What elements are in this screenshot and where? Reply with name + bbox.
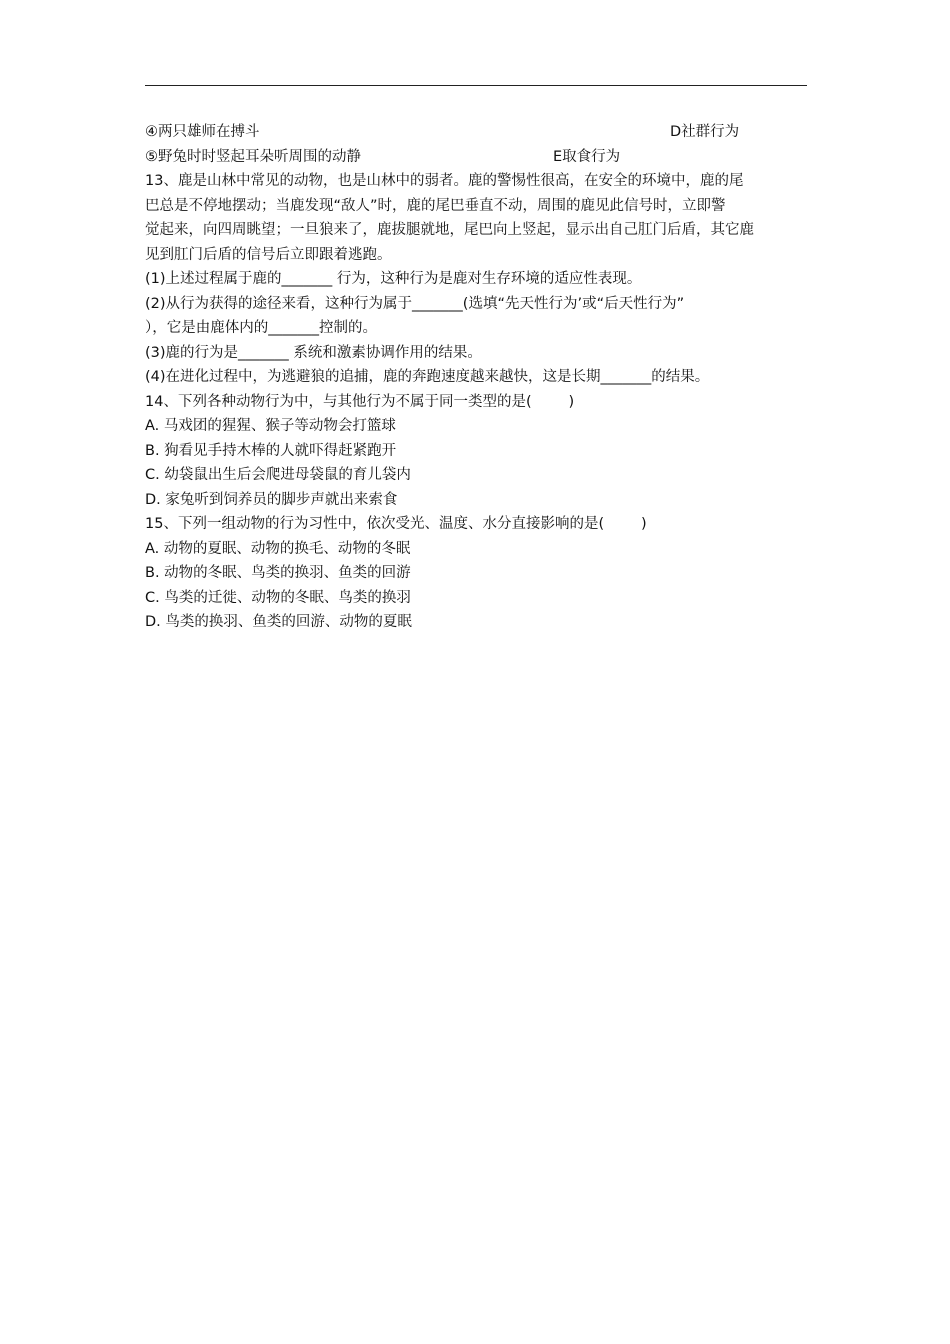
matching-left: ⑤野兔时时竖起耳朵听周围的动静	[145, 148, 361, 165]
question-15-option: A. 动物的夏眠、动物的换毛、动物的冬眠	[145, 540, 411, 557]
document-body	[145, 120, 807, 635]
question-13-sub-item: (1)上述过程属于鹿的_______ 行为，这种行为是鹿对生存环境的适应性表现。	[145, 271, 642, 287]
question-13-intro-line: 觉起来，向四周眺望；一旦狼来了，鹿拔腿就地，尾巴向上竖起，显示出自己肛门后盾，其它鹿	[145, 222, 754, 238]
question-15-option: C. 鸟类的迁徙、动物的冬眠、鸟类的换羽	[145, 589, 411, 606]
question-15	[145, 512, 807, 635]
matching-row	[145, 145, 807, 170]
question-13-sub-item: (3)鹿的行为是_______ 系统和激素协调作用的结果。	[145, 344, 482, 361]
question-14-option: C. 幼袋鼠出生后会爬进母袋鼠的育儿袋内	[145, 467, 411, 483]
question-13-sub-item: (4)在进化过程中，为逃避狼的追捕，鹿的奔跑速度越来越快，这是长期_______的结果。	[145, 369, 710, 385]
header-rule	[145, 85, 807, 86]
question-13-intro-line: 见到肛门后盾的信号后立即跟着逃跑。	[145, 246, 392, 263]
question-15-stem: 15、下列一组动物的行为习性中，依次受光、温度、水分直接影响的是( )	[145, 516, 647, 532]
question-15-option: D. 鸟类的换羽、鱼类的回游、动物的夏眠	[145, 614, 412, 630]
question-13-intro-line: 巴总是不停地摆动；当鹿发现“敌人”时，鹿的尾巴垂直不动，周围的鹿见此信号时，立即警	[145, 197, 726, 214]
matching-left: ④两只雄师在搏斗	[145, 124, 260, 140]
question-14-option: A. 马戏团的猩猩、猴子等动物会打篮球	[145, 418, 396, 434]
question-13	[145, 169, 807, 390]
matching-right: E取食行为	[553, 148, 621, 165]
question-13-sub-item: ），它是由鹿体内的_______控制的。	[145, 320, 377, 336]
question-14-option: B. 狗看见手持木棒的人就吓得赶紧跑开	[145, 442, 397, 459]
question-14-option: D. 家兔听到饲养员的脚步声就出来索食	[145, 491, 398, 508]
question-13-intro-line: 13、鹿是山林中常见的动物，也是山林中的弱者。鹿的警惕性很高，在安全的环境中，鹿的尾	[145, 173, 744, 189]
question-14	[145, 390, 807, 513]
matching-right: D社群行为	[670, 124, 740, 140]
matching-row	[145, 120, 807, 145]
question-14-stem: 14、下列各种动物行为中，与其他行为不属于同一类型的是( )	[145, 393, 575, 410]
question-15-option: B. 动物的冬眠、鸟类的换羽、鱼类的回游	[145, 565, 411, 581]
question-13-sub-item: (2)从行为获得的途径来看，这种行为属于_______(选填“先天性行为’或“后天性行为”	[145, 295, 685, 312]
